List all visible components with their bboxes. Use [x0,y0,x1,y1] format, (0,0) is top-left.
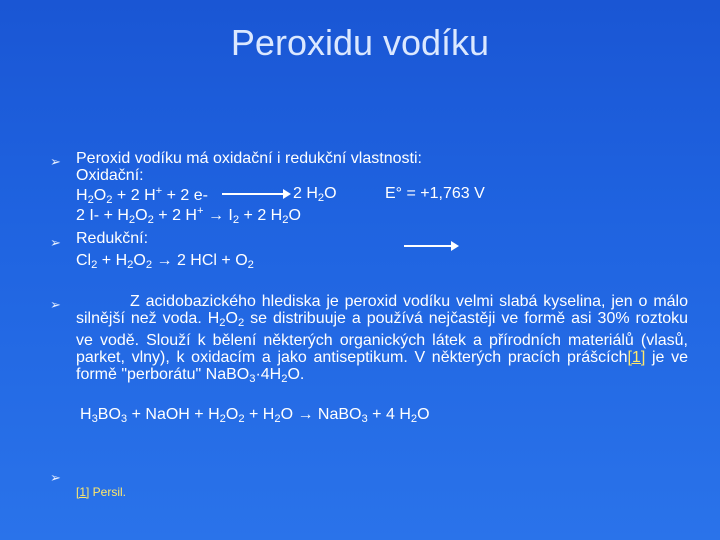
reaction-arrow-icon [222,193,284,195]
bullet-arrow-icon: ➢ [50,297,61,312]
slide-title: Peroxidu vodíku [230,22,490,63]
footnote: [1] Persil. [76,485,127,499]
intro-text: Peroxid vodíku má oxidační i redukční vlastnosti: [76,150,422,167]
footnote-backlink[interactable]: [1] [76,485,90,499]
equation-oxidation-product: 2 $H_2O$ [293,185,337,204]
reduction-label: Redukční: [76,230,149,247]
equation-oxidation: $H_2O_2 + 2$ H+ + 2 e- [76,185,208,206]
oxidation-label: Oxidační: [76,167,144,184]
bullet-arrow-icon: ➢ [50,235,61,250]
acid-base-paragraph: Z acidobazického hlediska je peroxid vodíku velmi slabá kyselina, jen o málo silnější než voda. $H_2O_2$ se distribuuje a používá nejčastěji ve formě asi 30% roztoku ve vodě. Slouží k bělení některých organických látek a přírodních materiálů (vlasů, parket, vlny), k oxidacím a jako antiseptikum. V některých pracích prášcích[1] je ve formě "perborátu" $NaBO_3\cdot 4H_2O$. [76,293,688,385]
equation-perborate: $H_3BO_3$ + NaOH + $H_2O_2 + H_2O$ → NaBO$_3$ + 4 $H_2O$ [80,406,430,425]
equation-iodide: 2 $I- + H_2O_2 + 2$ $H^+ \to I_2 + 2$ $H_2O$ [76,205,301,226]
bullet-arrow-icon: ➢ [50,154,61,169]
standard-potential: E° = +1,763 V [385,185,485,202]
footnote-reference-link[interactable]: [1] [627,349,646,366]
reaction-arrow-icon [404,245,452,247]
bullet-arrow-icon: ➢ [50,470,61,485]
equation-chlorine: $Cl_2 + H_2O_2 \to 2$ HCl + $O_2$ [76,252,254,271]
